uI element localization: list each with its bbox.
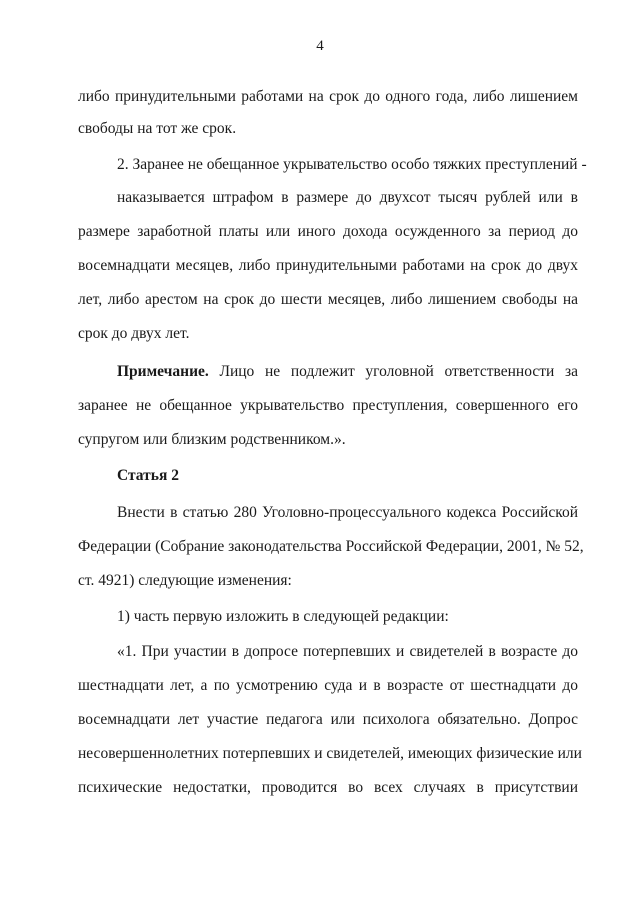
text-line: 2. Заранее не обещанное укрывательство особо тяжких преступлений -	[117, 156, 587, 173]
text-line: размере заработной платы или иного дохода осужденного за период до	[78, 223, 578, 240]
text-line: «1. При участии в допросе потерпевших и свидетелей в возрасте до	[117, 643, 578, 660]
text-line: восемнадцати месяцев, либо принудительными работами на срок до двух	[78, 257, 578, 274]
text-line: лет, либо арестом на срок до шести месяцев, либо лишением свободы на	[78, 291, 578, 308]
text-line: супругом или близким родственником.».	[78, 431, 346, 448]
text-line: психические недостатки, проводится во всех случаях в присутствии	[78, 779, 578, 796]
text-line: наказывается штрафом в размере до двухсот тысяч рублей или в	[117, 189, 578, 206]
note-label: Примечание.	[117, 363, 209, 380]
note-text: Лицо не подлежит уголовной ответственности за	[208, 363, 578, 380]
text-line: 1) часть первую изложить в следующей редакции:	[117, 608, 449, 625]
text-line: ст. 4921) следующие изменения:	[78, 572, 292, 589]
text-line: Внести в статью 280 Уголовно-процессуального кодекса Российской	[117, 504, 578, 521]
text-line: Федерации (Собрание законодательства Российской Федерации, 2001, № 52,	[78, 538, 584, 555]
text-line: либо принудительными работами на срок до одного года, либо лишением	[78, 88, 578, 105]
text-line: заранее не обещанное укрывательство преступления, совершенного его	[78, 397, 578, 414]
text-line: восемнадцати лет участие педагога или психолога обязательно. Допрос	[78, 711, 578, 728]
text-line: срок до двух лет.	[78, 325, 190, 342]
article-heading: Статья 2	[117, 467, 179, 484]
note-line	[117, 362, 578, 382]
page-number: 4	[316, 38, 324, 54]
text-line: шестнадцати лет, а по усмотрению суда и в возрасте от шестнадцати до	[78, 677, 578, 694]
text-line: свободы на тот же срок.	[78, 120, 237, 137]
text-line: несовершеннолетних потерпевших и свидетелей, имеющих физические или	[78, 745, 582, 762]
